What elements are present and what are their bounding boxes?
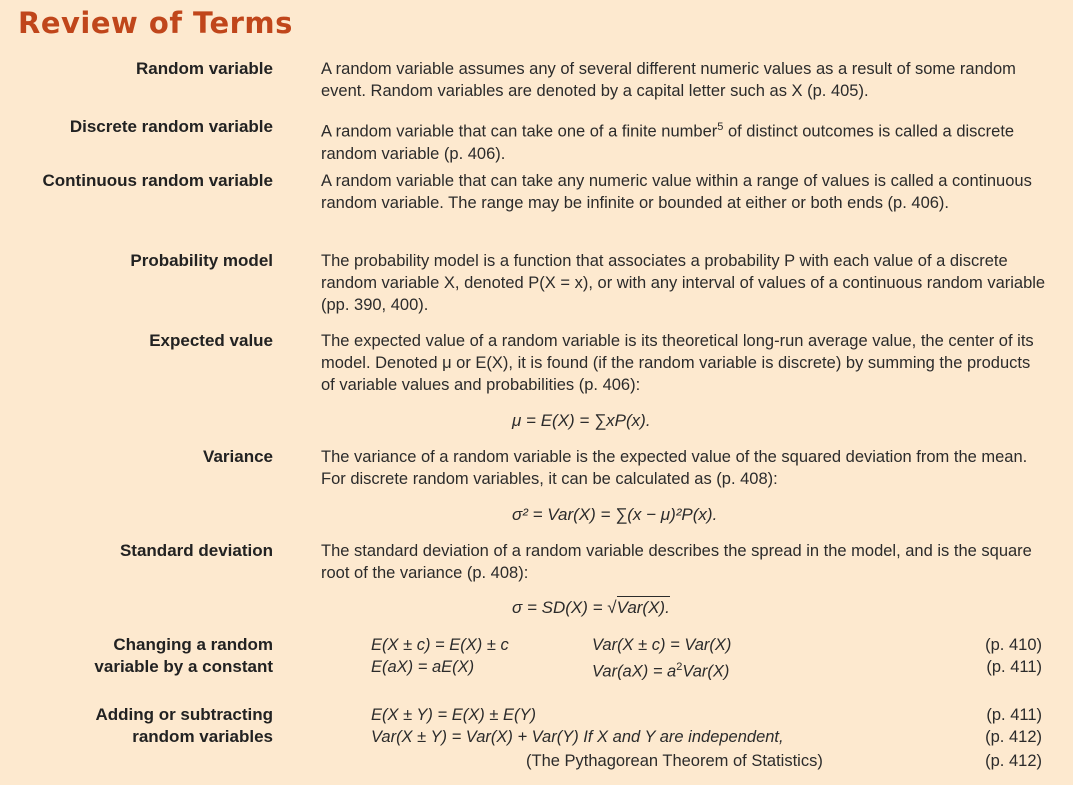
- def-standard-deviation: The standard deviation of a random variable describes the spread in the model, and is the square root of the variance (p. 408):: [321, 542, 1032, 582]
- def-variance: The variance of a random variable is the expected value of the squared deviation from the mean. For discrete random variables, it can be calculated as (p. 408):: [321, 448, 1028, 488]
- term-expected-value: Expected value: [149, 331, 273, 350]
- ref-add-1: (p. 411): [986, 706, 1042, 724]
- pythagorean-note: (The Pythagorean Theorem of Statistics): [526, 752, 823, 770]
- formula-change-variance-shift: Var(X ± c) = Var(X): [592, 636, 732, 654]
- ref-change-2: (p. 411): [986, 658, 1042, 676]
- term-changing-constant: [94, 634, 273, 678]
- formula-change-var-scale-exp: 2: [676, 661, 683, 673]
- formula-add-expected: E(X ± Y) = E(X) ± E(Y): [371, 706, 536, 724]
- footnote-marker: 5: [717, 121, 724, 133]
- term-variance: Variance: [203, 447, 273, 466]
- term-discrete-random-variable: Discrete random variable: [69, 117, 273, 136]
- def-discrete-text-2: of distinct outcomes is called a discrete random variable (p. 406).: [321, 122, 1015, 163]
- formula-variance: σ² = Var(X) = ∑(x − μ)²P(x).: [512, 505, 718, 524]
- formula-sd-radicand: Var(X).: [616, 598, 670, 617]
- term-standard-deviation: Standard deviation: [119, 541, 273, 560]
- term-changing-constant-line1: Changing a random: [113, 635, 273, 654]
- formula-change-expected-shift: E(X ± c) = E(X) ± c: [371, 636, 509, 654]
- formula-change-expected-scale: E(aX) = aE(X): [371, 658, 475, 676]
- term-changing-constant-line2: variable by a constant: [94, 657, 273, 676]
- term-adding-subtracting-line1: Adding or subtracting: [95, 705, 273, 724]
- def-discrete-text-1: A random variable that can take one of a finite number: [321, 122, 718, 141]
- ref-change-1: (p. 410): [985, 636, 1042, 654]
- page-title: Review of Terms: [18, 6, 293, 40]
- formula-change-var-scale-a: Var(aX) = a: [592, 662, 677, 681]
- formula-add-variance: Var(X ± Y) = Var(X) + Var(Y) If X and Y are independent,: [371, 728, 784, 746]
- def-probability-model: The probability model is a function that associates a probability P with each value of a discrete random variable X, denoted P(X = x), or with any interval of values of a continuous random variable (pp. 390, 400).: [321, 252, 1046, 314]
- ref-add-3: (p. 412): [985, 752, 1042, 770]
- formula-change-variance-scale: [592, 656, 729, 683]
- term-continuous-random-variable: Continuous random variable: [42, 171, 273, 190]
- term-random-variable: Random variable: [136, 59, 273, 78]
- formula-expected-value: μ = E(X) = ∑xP(x).: [512, 411, 651, 430]
- def-continuous-random-variable: A random variable that can take any numeric value within a range of values is called a continuous random variable. The range may be infinite or bounded at either or both ends (p. 406).: [321, 172, 1032, 212]
- def-discrete-random-variable: [321, 116, 1046, 165]
- term-adding-subtracting: [95, 704, 273, 748]
- term-adding-subtracting-line2: random variables: [132, 727, 273, 746]
- formula-standard-deviation: [512, 597, 670, 619]
- def-random-variable: A random variable assumes any of several different numeric values as a result of some random event. Random variables are denoted by a capital letter such as X (p. 405).: [321, 60, 1016, 100]
- formula-sd-lhs: σ = SD(X) = √: [512, 598, 617, 617]
- term-probability-model: Probability model: [130, 251, 273, 270]
- formula-change-var-scale-b: Var(X): [682, 662, 730, 681]
- ref-add-2: (p. 412): [985, 728, 1042, 746]
- def-expected-value: The expected value of a random variable is its theoretical long-run average value, the center of its model. Denoted μ or E(X), it is found (if the random variable is discrete) by summing the products of variable values and probabilities (p. 406):: [321, 332, 1034, 394]
